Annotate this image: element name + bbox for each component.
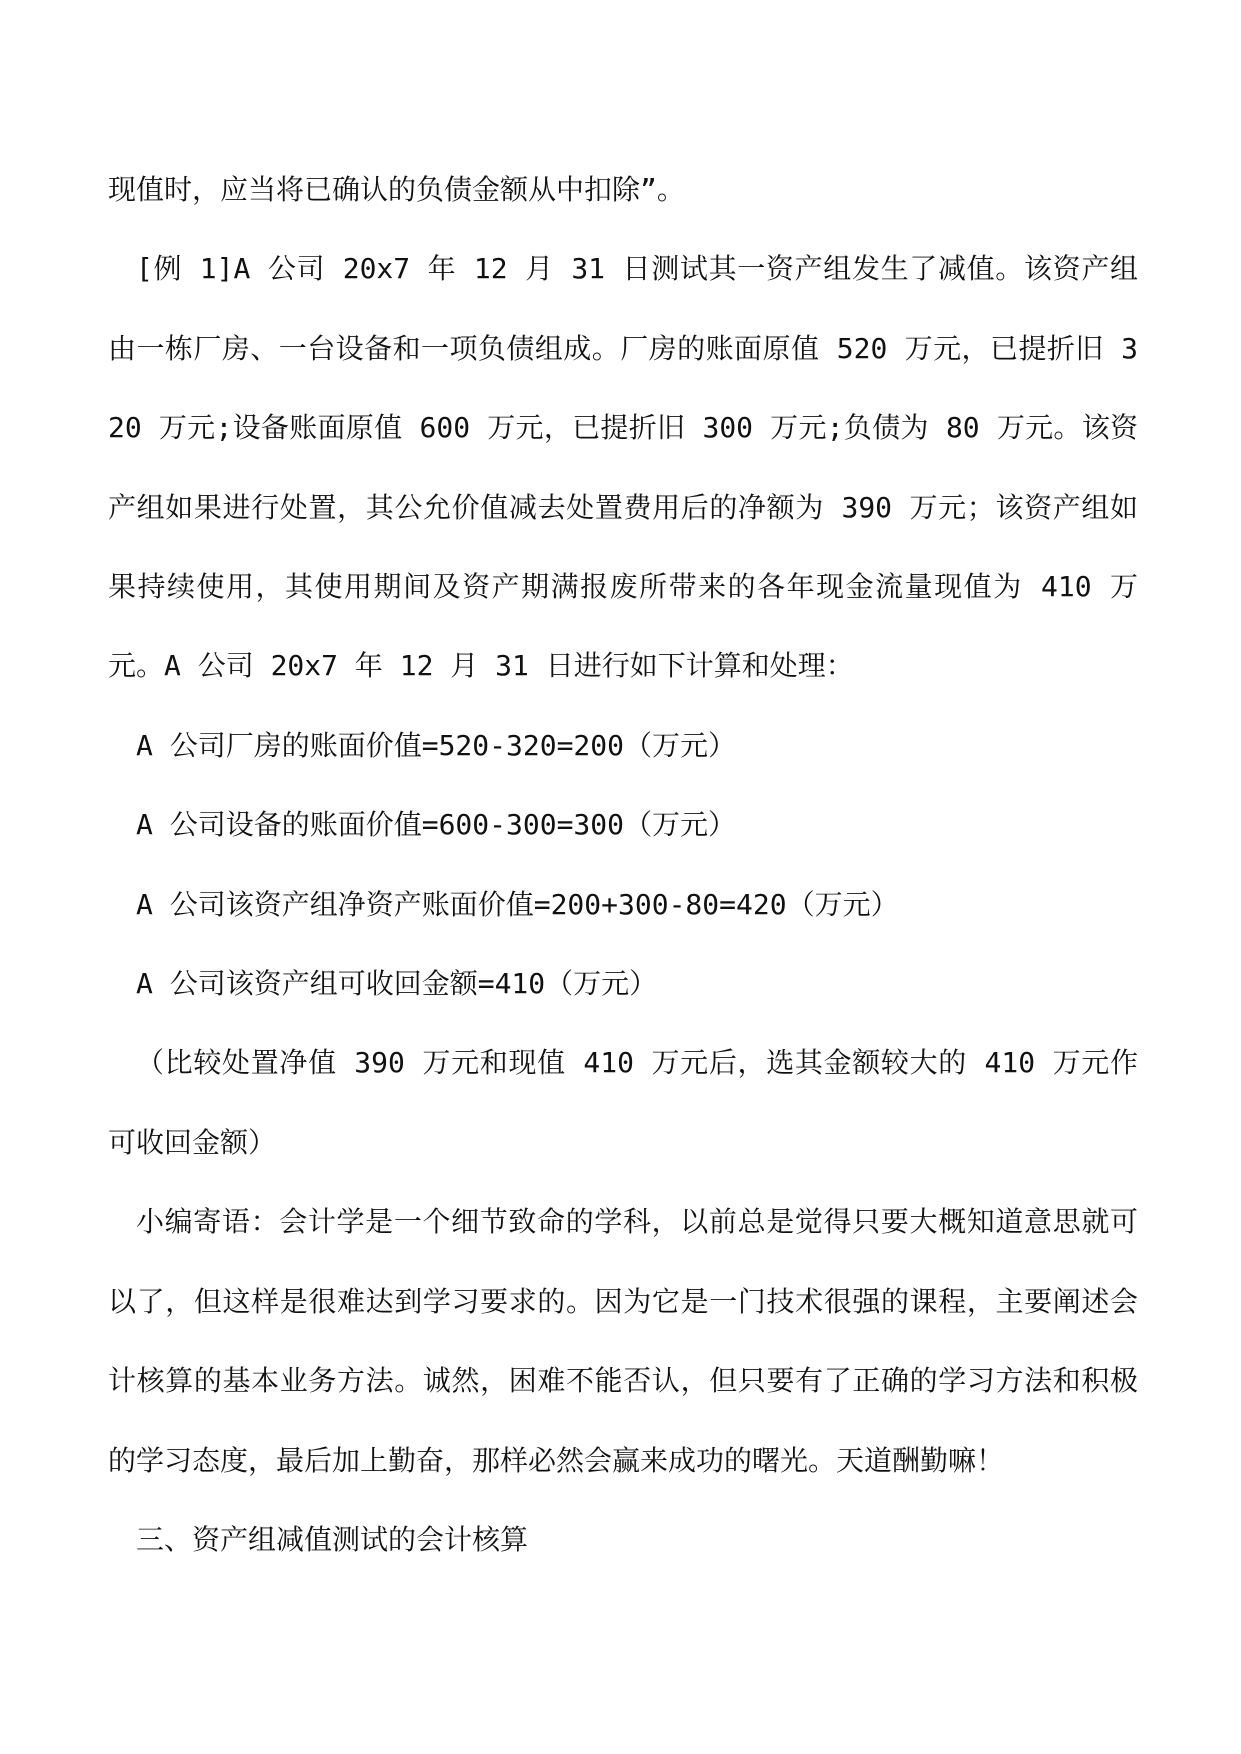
paragraph-calc-equipment-book-value: A 公司设备的账面价值=600-300=300（万元） [136,808,737,842]
paragraph-calc-plant-book-value: A 公司厂房的账面价值=520-320=200（万元） [136,728,737,762]
paragraph-continuation: 现值时，应当将已确认的负债金额从中扣除”。 [108,173,685,206]
paragraph-editor-note: 小编寄语：会计学是一个细节致命的学科，以前总是觉得只要大概知道意思就可以了，但这样是很难达到学习要求的。因为它是一门技术很强的课程，主要阐述会计核算的基本业务方法。诚然，困难不能否认，但只要有了正确的学习方法和积极的学习态度，最后加上勤奋，那样必然会赢来成功的曙光。天道酬勤嘛！ [108,1205,1138,1477]
paragraph-comparison-note: （比较处置净值 390 万元和现值 410 万元后，选其金额较大的 410 万元作可收回金额） [108,1046,1138,1159]
document-body [108,150,1138,1579]
section-heading-3: 三、资产组减值测试的会计核算 [136,1522,529,1556]
paragraph-example-1: [例 1]A 公司 20x7 年 12 月 31 日测试其一资产组发生了减值。该资产组由一栋厂房、一台设备和一项负债组成。厂房的账面原值 520 万元，已提折旧 320 万元;设备账面原值 600 万元，已提折旧 300 万元;负债为 80 万元。该资产组如果进行处置，其公允价值减去处置费用后的净额为 390 万元；该资产组如果持续使用，其使用期间及资产期满报废所带来的各年现金流量现值为 410 万元。A 公司 20x7 年 12 月 31 日进行如下计算和处理： [108,252,1138,683]
paragraph-calc-net-asset-book-value: A 公司该资产组净资产账面价值=200+300-80=420（万元） [136,887,899,921]
paragraph-calc-recoverable-amount: A 公司该资产组可收回金额=410（万元） [136,967,658,1001]
